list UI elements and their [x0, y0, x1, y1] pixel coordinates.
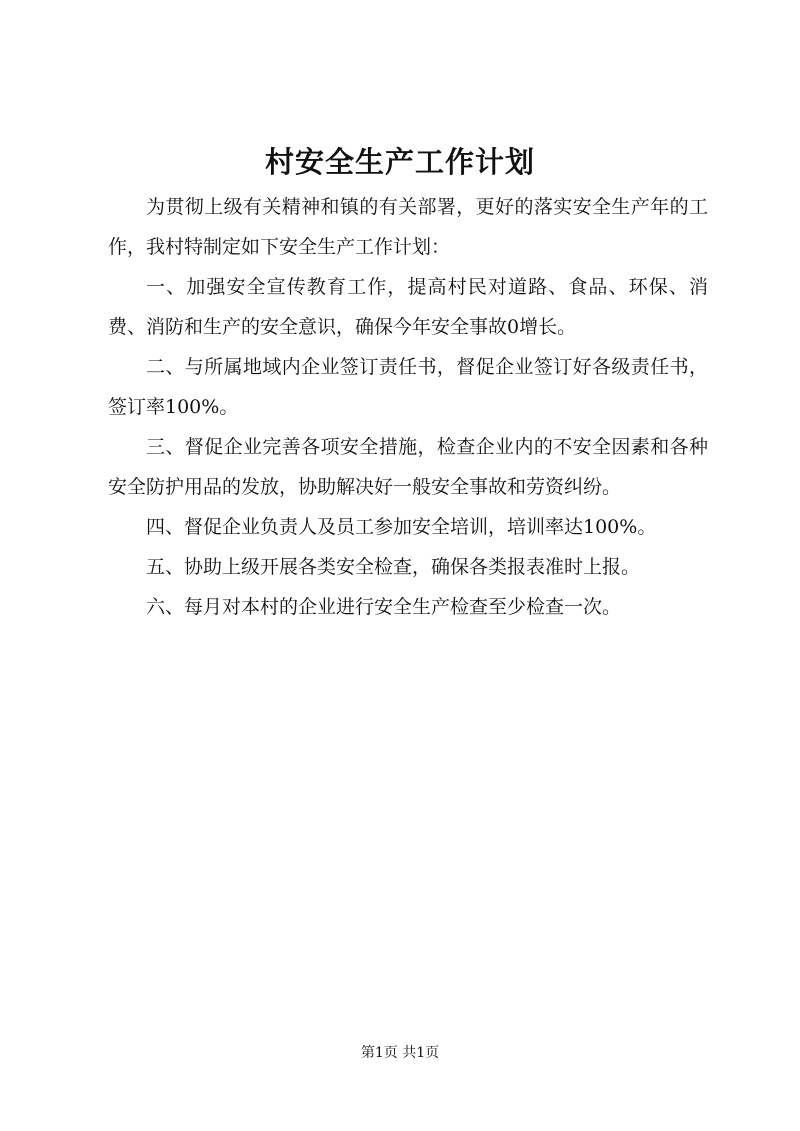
page-number-footer: 第1页 共1页 — [360, 1045, 440, 1061]
paragraph-item-3: 三、督促企业完善各项安全措施，检查企业内的不安全因素和各种安全防护用品的发放，协助解决好一般安全事故和劳资纠纷。 — [108, 436, 708, 498]
paragraph-intro: 为贯彻上级有关精神和镇的有关部署，更好的落实安全生产年的工作，我村特制定如下安全生产工作计划： — [108, 196, 708, 258]
paragraph-item-5: 五、协助上级开展各类安全检查，确保各类报表准时上报。 — [146, 556, 641, 578]
document-title: 村安全生产工作计划 — [264, 145, 535, 179]
document-body — [108, 187, 708, 627]
paragraph-item-1: 一、加强安全宣传教育工作，提高村民对道路、食品、环保、消费、消防和生产的安全意识，确保今年安全事故0增长。 — [108, 276, 708, 338]
paragraph-item-6: 六、每月对本村的企业进行安全生产检查至少检查一次。 — [146, 596, 622, 618]
paragraph-item-2: 二、与所属地域内企业签订责任书，督促企业签订好各级责任书，签订率100%。 — [108, 356, 708, 418]
paragraph-item-4: 四、督促企业负责人及员工参加安全培训，培训率达100%。 — [146, 516, 657, 538]
